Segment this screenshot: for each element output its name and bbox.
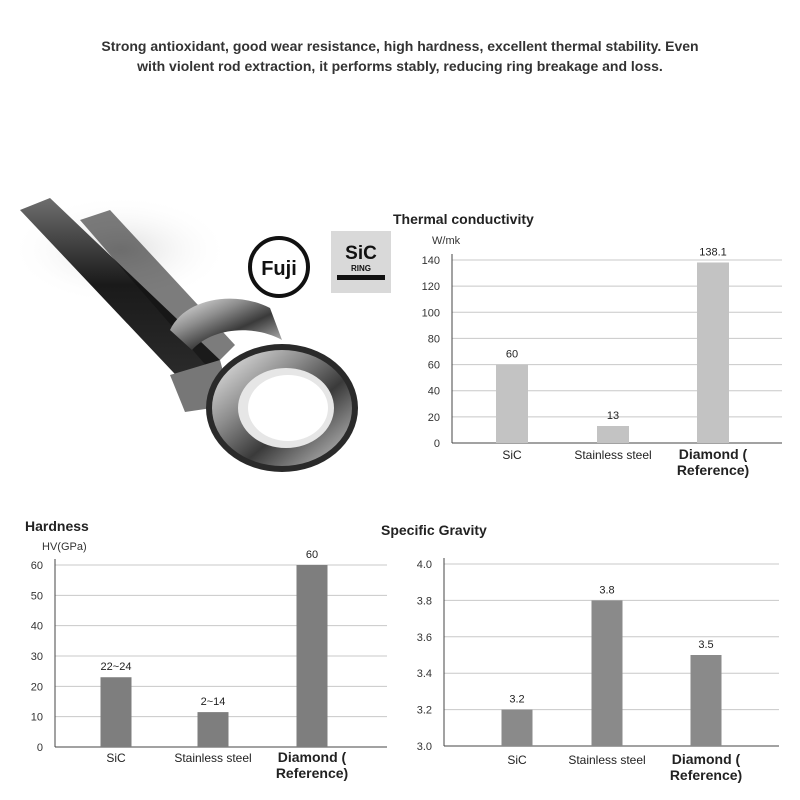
gravity-chart-title: Specific Gravity (381, 522, 487, 538)
thermal-y-tick-label: 20 (427, 411, 440, 424)
thermal-category-label: Stainless steel (574, 448, 652, 462)
thermal-y-tick-label: 40 (427, 385, 440, 398)
hardness-chart-title: Hardness (25, 518, 89, 534)
hardness-bar (198, 712, 229, 747)
hardness-category-label: Diamond ( (277, 749, 347, 765)
thermal-bar (496, 365, 528, 443)
gravity-y-tick-label: 3.2 (416, 704, 432, 717)
hardness-y-tick-label: 60 (30, 560, 43, 572)
gravity-y-tick-label: 3.8 (416, 595, 432, 608)
thermal-category-label: Reference) (676, 462, 750, 478)
fuji-logo-text: Fuji (261, 258, 297, 280)
hardness-bar (297, 565, 328, 747)
headline-line-1: Strong antioxidant, good wear resistance, high hardness, excellent thermal stability. Even (101, 38, 699, 54)
hardness-y-tick-label: 20 (30, 681, 43, 694)
hardness-category-label: SiC (106, 751, 126, 765)
thermal-y-tick-label: 60 (427, 359, 440, 372)
ring-badge-text: RING (351, 264, 371, 273)
thermal-chart-title: Thermal conductivity (393, 211, 534, 227)
thermal-y-tick-label: 120 (421, 281, 440, 294)
gravity-data-label: 3.8 (599, 584, 615, 597)
hardness-y-tick-label: 30 (30, 651, 43, 663)
gravity-y-tick-label: 3.6 (416, 631, 432, 644)
hardness-y-tick-label: 50 (30, 590, 43, 603)
gravity-category-label: SiC (507, 753, 527, 767)
gravity-category-label: Stainless steel (568, 753, 646, 767)
gravity-bar (592, 600, 623, 746)
headline-line-2: with violent rod extraction, it performs stably, reducing ring breakage and loss. (137, 58, 663, 74)
hardness-bar (101, 677, 132, 747)
gravity-category-label: Reference) (669, 767, 743, 783)
thermal-y-tick-label: 140 (421, 255, 440, 267)
hardness-y-tick-label: 40 (30, 620, 43, 633)
gravity-category-label: Diamond ( (671, 751, 741, 767)
thermal-y-tick-label: 0 (433, 438, 440, 450)
thermal-y-tick-label: 100 (421, 307, 440, 320)
hardness-y-tick-label: 10 (30, 711, 43, 724)
gravity-y-tick-label: 3.0 (416, 741, 432, 753)
thermal-category-label: Diamond ( (678, 446, 748, 462)
thermal-y-tick-label: 80 (427, 333, 440, 346)
gravity-data-label: 3.2 (509, 693, 525, 706)
gravity-y-tick-label: 3.4 (416, 668, 432, 681)
hardness-category-label: Stainless steel (174, 751, 252, 765)
gravity-data-label: 3.5 (698, 639, 714, 651)
gravity-bar (691, 655, 722, 746)
hardness-category-label: Reference) (275, 765, 349, 781)
sic-badge-text: SiC (345, 243, 377, 264)
thermal-category-label: SiC (502, 448, 522, 462)
thermal-bar (597, 426, 629, 443)
hardness-data-label: 2~14 (200, 696, 226, 709)
hardness-unit-label: HV(GPa) (42, 541, 87, 553)
thermal-unit-label: W/mk (432, 235, 461, 247)
thermal-bar (697, 262, 729, 443)
thermal-data-label: 138.1 (699, 246, 727, 259)
gravity-y-tick-label: 4.0 (416, 559, 432, 571)
hardness-y-tick-label: 0 (36, 742, 43, 754)
hardness-data-label: 22~24 (100, 661, 132, 674)
thermal-data-label: 13 (606, 410, 620, 423)
hardness-data-label: 60 (305, 549, 319, 561)
gravity-bar (502, 710, 533, 746)
thermal-data-label: 60 (505, 348, 519, 361)
